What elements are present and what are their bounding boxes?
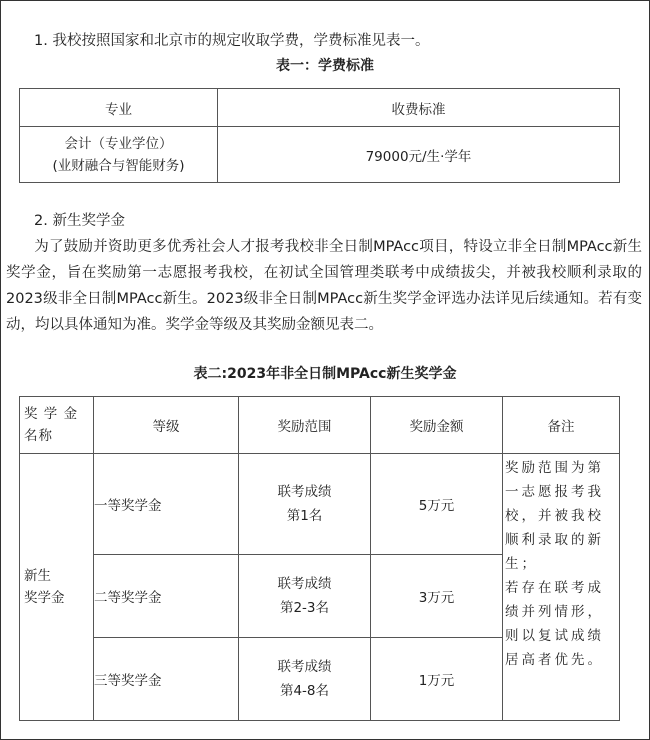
scope-line2: 第2-3名: [279, 600, 330, 616]
tuition-table: [19, 88, 620, 183]
note-cell: [503, 454, 620, 721]
header-level: 等级: [94, 397, 239, 454]
table-header-row: [20, 397, 620, 454]
scholarship-name-line2: 奖学金: [24, 590, 65, 606]
amount-cell: 1万元: [371, 638, 503, 721]
level-cell: 三等奖学金: [94, 638, 239, 721]
scholarship-name-cell: [20, 454, 94, 721]
header-scholarship-name: 奖 学 金 名称: [20, 397, 94, 454]
scholarship-name-line1: 新生: [24, 568, 51, 584]
section-2-heading: 2. 新生奖学金: [34, 213, 125, 229]
amount-cell: 5万元: [371, 454, 503, 555]
fee-cell: 79000元/生·学年: [218, 127, 620, 183]
table-row: [20, 127, 620, 183]
section-2-paragraph: [6, 234, 642, 338]
scope-line2: 第1名: [286, 508, 323, 524]
level-cell: 二等奖学金: [94, 555, 239, 638]
table-2-title: 表二:2023年非全日制MPAcc新生奖学金: [193, 366, 457, 382]
major-name: 会计（专业学位）: [64, 135, 173, 152]
header-scope: 奖励范围: [239, 397, 371, 454]
scope-line1: 联考成绩: [277, 659, 332, 675]
header-amount: 奖励金额: [371, 397, 503, 454]
amount-cell: 3万元: [371, 555, 503, 638]
note-line1: 奖励范围为第一志愿报考我校，并被我校顺利录取的新生；: [505, 460, 604, 572]
table-row: [20, 454, 620, 555]
scholarship-table: [19, 396, 620, 721]
scope-cell: [239, 555, 371, 638]
scope-line2: 第4-8名: [279, 683, 330, 699]
scope-line1: 联考成绩: [277, 576, 332, 592]
header-major: 专业: [20, 89, 218, 127]
table-1-title: 表一：学费标准: [276, 58, 374, 74]
section-1-heading: 1. 我校按照国家和北京市的规定收取学费，学费标准见表一。: [34, 33, 430, 49]
scope-line1: 联考成绩: [277, 484, 332, 500]
header-fee: 收费标准: [218, 89, 620, 127]
note-line2: 若存在联考成绩并列情形，则以复试成绩居高者优先。: [505, 580, 604, 668]
scope-cell: [239, 638, 371, 721]
major-cell: [20, 127, 218, 183]
table-header-row: [20, 89, 620, 127]
header-note: 备注: [503, 397, 620, 454]
major-direction: (业财融合与智能财务): [52, 157, 185, 174]
level-cell: 一等奖学金: [94, 454, 239, 555]
scope-cell: [239, 454, 371, 555]
paragraph-text: 为了鼓励并资助更多优秀社会人才报考我校非全日制MPAcc项目，特设立非全日制MPAcc新生奖学金，旨在奖励第一志愿报考我校，在初试全国管理类联考中成绩拔尖，并被我校顺利录取的2023级非全日制MPAcc新生。2023级非全日制MPAcc新生奖学金评选办法详见后续通知。若有变动，均以具体通知为准。奖学金等级及其奖励金额见表二。: [6, 239, 642, 333]
